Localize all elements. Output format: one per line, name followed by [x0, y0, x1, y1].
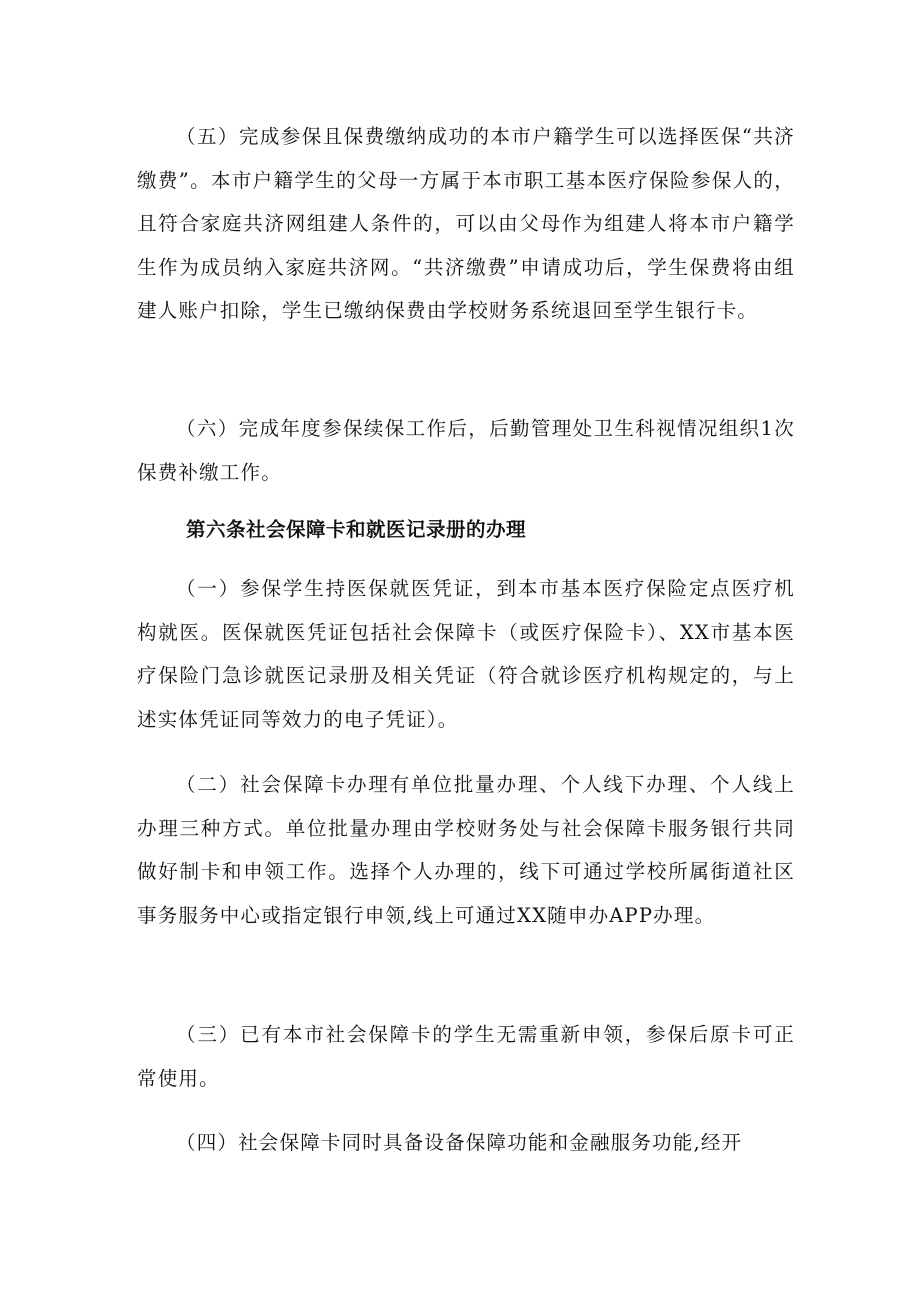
section-paragraph-four: （四）社会保障卡同时具备设备保障功能和金融服务功能,经开 — [176, 1131, 743, 1154]
section-heading: 第六条社会保障卡和就医记录册的办理 — [186, 518, 527, 541]
section-paragraph-one: （一）参保学生持医保就医凭证，到本市基本医疗保险定点医疗机构就医。医保就医凭证包括社会保障卡（或医疗保险卡）、XX市基本医疗保险门急诊就医记录册及相关凭证（符合就诊医疗机构规定的，与上述实体凭证同等效力的电子凭证）。 — [137, 577, 795, 731]
paragraph-five: （五）完成参保且保费缴纳成功的本市户籍学生可以选择医保“共济缴费”。本市户籍学生的父母一方属于本市职工基本医疗保险参保人的，且符合家庭共济网组建人条件的，可以由父母作为组建人将本市户籍学生作为成员纳入家庭共济网。“共济缴费”申请成功后，学生保费将由组建人账户扣除，学生已缴纳保费由学校财务系统退回至学生银行卡。 — [137, 125, 795, 322]
section-paragraph-two: （二）社会保障卡办理有单位批量办理、个人线下办理、个人线上办理三种方式。单位批量办理由学校财务处与社会保障卡服务银行共同做好制卡和申领工作。选择个人办理的，线下可通过学校所属街道社区事务服务中心或指定银行申领,线上可通过XX随申办APP办理。 — [137, 773, 795, 927]
paragraph-six: （六）完成年度参保续保工作后，后勤管理处卫生科视情况组织1次保费补缴工作。 — [137, 417, 795, 484]
section-paragraph-three: （三）已有本市社会保障卡的学生无需重新申领，参保后原卡可正常使用。 — [137, 1023, 795, 1090]
